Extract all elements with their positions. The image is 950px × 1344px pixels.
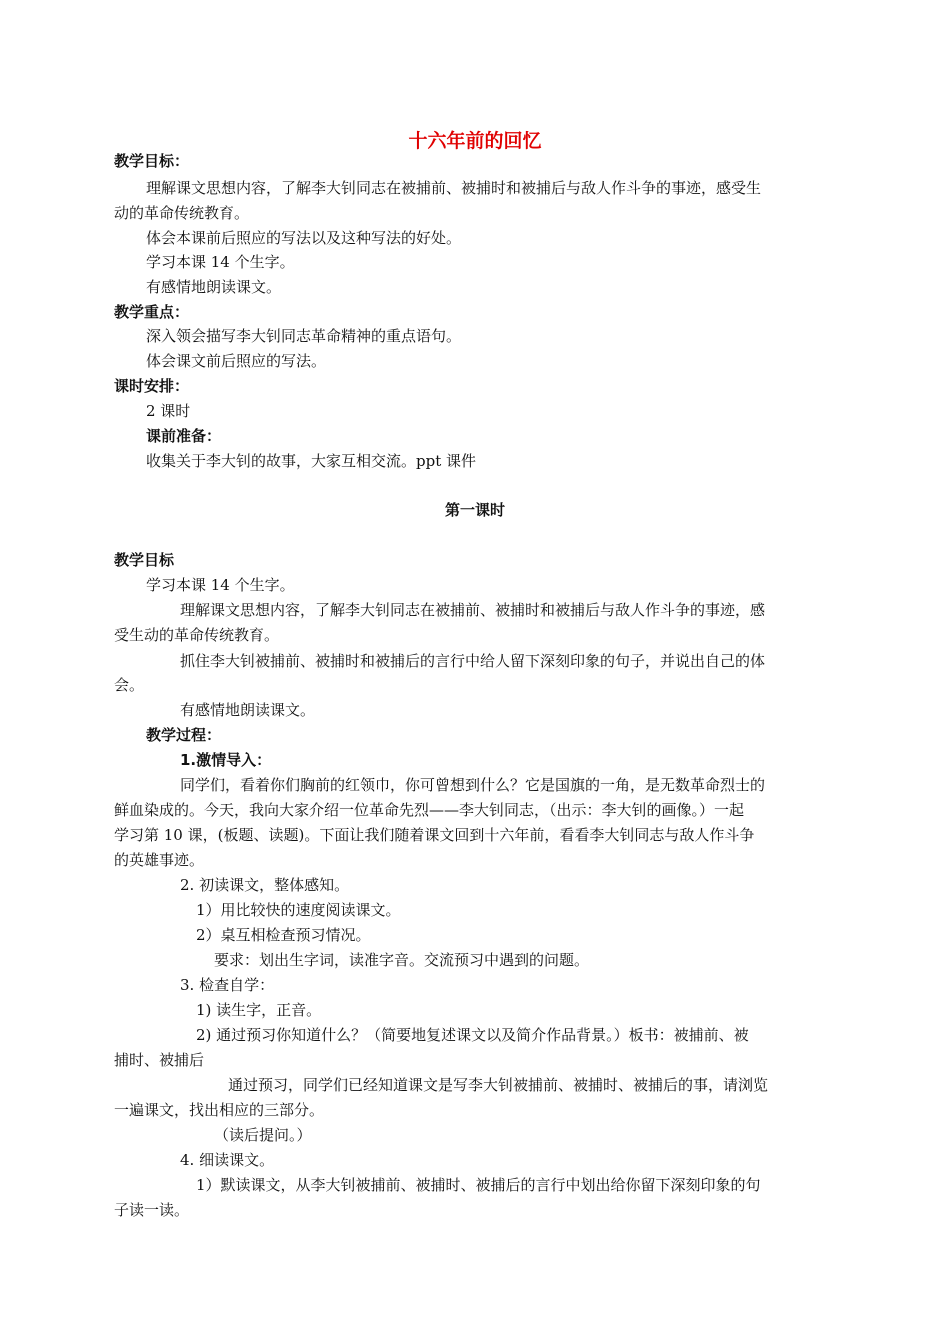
goals-p4: 有感情地朗读课文。 [146, 278, 282, 296]
step2-item2: 2）桌互相检查预习情况。 [196, 926, 371, 944]
goals-p2: 体会本课前后照应的写法以及这种写法的好处。 [146, 229, 462, 247]
lesson1-goal-4: 有感情地朗读课文。 [180, 701, 316, 719]
step2-requirement: 要求：划出生字词，读准字音。交流预习中遇到的问题。 [214, 951, 590, 969]
key-points-p1: 深入领会描写李大钊同志革命精神的重点语句。 [146, 327, 462, 345]
lesson1-goal-3-line1: 抓住李大钊被捕前、被捕时和被捕后的言行中给人留下深刻印象的句子，并说出自己的体 [180, 652, 766, 670]
step3: 3. 检查自学： [180, 976, 275, 994]
lesson1-heading: 第一课时 [444, 501, 505, 519]
goals-heading: 教学目标： [114, 152, 190, 170]
key-points-p2: 体会课文前后照应的写法。 [146, 352, 327, 370]
step2-item1: 1）用比较快的速度阅读课文。 [196, 901, 401, 919]
lesson1-goals-heading: 教学目标 [114, 551, 175, 569]
step3-note-line1: 通过预习，同学们已经知道课文是写李大钊被捕前、被捕时、被捕后的事，请浏览 [228, 1076, 769, 1094]
goals-p1-line2: 动的革命传统教育。 [114, 204, 250, 222]
goals-p1-line1: 理解课文思想内容，了解李大钊同志在被捕前、被捕时和被捕后与敌人作斗争的事迹，感受生 [146, 179, 762, 197]
step1-heading: 1.激情导入： [180, 751, 272, 769]
lesson1-goal-2-line1: 理解课文思想内容，了解李大钊同志在被捕前、被捕时和被捕后与敌人作斗争的事迹，感 [180, 601, 766, 619]
lesson1-goal-2-line2: 受生动的革命传统教育。 [114, 626, 280, 644]
schedule-heading: 课时安排： [114, 377, 190, 395]
goals-p3: 学习本课 14 个生字。 [146, 253, 295, 271]
step3-item2-line1: 2) 通过预习你知道什么？（简要地复述课文以及简介作品背景。）板书：被捕前、被 [196, 1026, 749, 1044]
prep-value: 收集关于李大钊的故事，大家互相交流。ppt 课件 [146, 452, 477, 470]
step1-line4: 的英雄事迹。 [114, 851, 205, 869]
lesson1-goal-3-line2: 会。 [114, 676, 145, 694]
step2: 2. 初读课文，整体感知。 [180, 876, 350, 894]
step3-item1: 1) 读生字，正音。 [196, 1001, 322, 1019]
schedule-value: 2 课时 [146, 402, 191, 420]
step3-item2-line2: 捕时、被捕后 [114, 1051, 205, 1069]
step4-item1-line1: 1）默读课文，从李大钊被捕前、被捕时、被捕后的言行中划出给你留下深刻印象的句 [196, 1176, 761, 1194]
step3-note-line3: （读后提问。） [214, 1126, 312, 1144]
step3-note-line2: 一遍课文，找出相应的三部分。 [114, 1101, 325, 1119]
prep-heading: 课前准备： [146, 427, 222, 445]
lesson1-goal-1: 学习本课 14 个生字。 [146, 576, 295, 594]
step4-item1-line2: 子读一读。 [114, 1201, 190, 1219]
key-points-heading: 教学重点： [114, 303, 190, 321]
step1-line3: 学习第 10 课，(板题、读题)。下面让我们随着课文回到十六年前，看看李大钊同志与敌人作斗争 [114, 826, 755, 844]
step1-line2: 鲜血染成的。今天，我向大家介绍一位革命先烈——李大钊同志，（出示：李大钊的画像。）一起 [114, 801, 745, 819]
step4: 4. 细读课文。 [180, 1151, 275, 1169]
process-heading: 教学过程： [146, 726, 222, 744]
step1-line1: 同学们，看着你们胸前的红领巾，你可曾想到什么？它是国旗的一角，是无数革命烈士的 [180, 776, 766, 794]
document-title: 十六年前的回忆 [408, 130, 542, 152]
